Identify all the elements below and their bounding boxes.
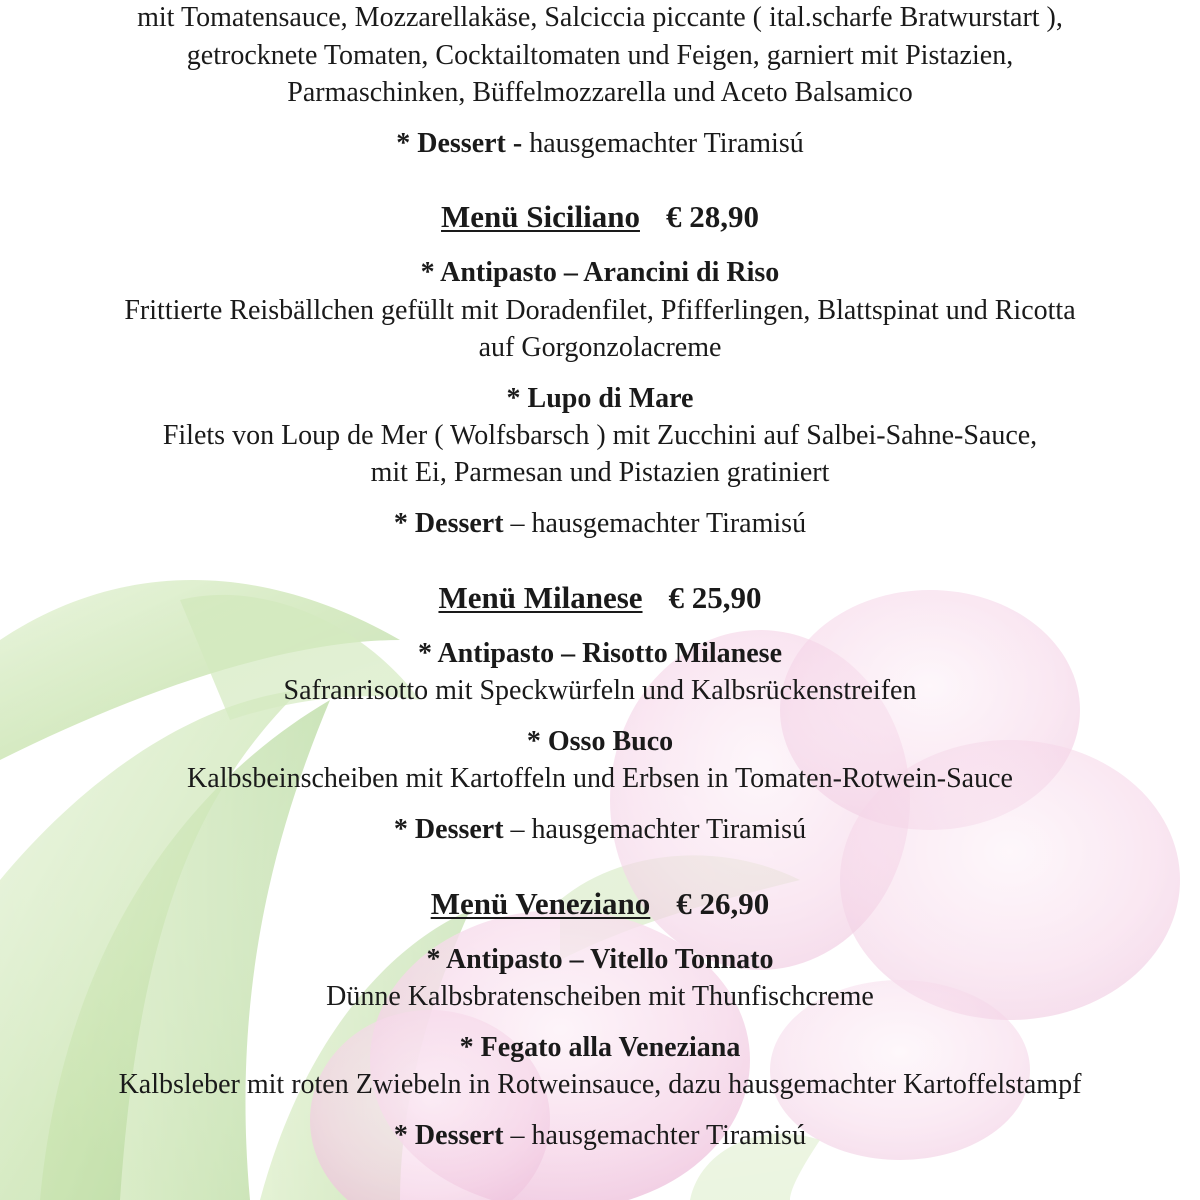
- intro-description-line-1: mit Tomatensauce, Mozzarellakäse, Salciccia piccante ( ital.scharfe Bratwurstart ),: [137, 2, 1063, 33]
- menu-veneziano-antipasto-title: * Antipasto – Vitello Tonnato: [426, 944, 774, 975]
- menu-siciliano-antipasto-desc-1: Frittierte Reisbällchen gefüllt mit Doradenfilet, Pfifferlingen, Blattspinat und Ricotta: [124, 295, 1076, 326]
- intro-description-line-2: getrocknete Tomaten, Cocktailtomaten und Feigen, garniert mit Pistazien,: [186, 40, 1014, 71]
- menu-siciliano-antipasto-desc-2: auf Gorgonzolacreme: [478, 332, 722, 363]
- menu-siciliano-name: Menü Siciliano: [441, 199, 640, 234]
- menu-milanese-dessert: [0, 812, 1200, 848]
- menu-veneziano-antipasto-desc-1: Dünne Kalbsbratenscheiben mit Thunfischcreme: [326, 981, 874, 1012]
- intro-description-line-3: Parmaschinken, Büffelmozzarella und Aceto Balsamico: [287, 77, 913, 108]
- menu-siciliano-antipasto-title: * Antipasto – Arancini di Riso: [420, 257, 780, 288]
- menu-siciliano-main-desc-1: Filets von Loup de Mer ( Wolfsbarsch ) mit Zucchini auf Salbei-Sahne-Sauce,: [162, 420, 1038, 451]
- menu-siciliano-price: € 28,90: [665, 199, 759, 234]
- menu-veneziano-dessert-text: – hausgemachter Tiramisú: [510, 1120, 807, 1151]
- menu-veneziano-dessert-label: * Dessert: [393, 1120, 504, 1151]
- menu-veneziano-main-title: * Fegato alla Veneziana: [459, 1032, 741, 1063]
- menu-veneziano-main-desc-1: Kalbsleber mit roten Zwiebeln in Rotweinsauce, dazu hausgemachter Kartoffelstampf: [118, 1069, 1082, 1100]
- menu-milanese-price: € 25,90: [668, 580, 762, 615]
- intro-dessert-label: * Dessert -: [396, 128, 523, 159]
- menu-siciliano-main-title: * Lupo di Mare: [506, 383, 694, 414]
- intro-dessert-text: hausgemachter Tiramisú: [529, 128, 804, 159]
- menu-siciliano-dessert: [0, 506, 1200, 542]
- menu-milanese-name: Menü Milanese: [438, 580, 643, 615]
- menu-siciliano-heading: [0, 199, 1200, 235]
- menu-milanese-heading: [0, 580, 1200, 616]
- menu-milanese-main-desc-1: Kalbsbeinscheiben mit Kartoffeln und Erbsen in Tomaten-Rotwein-Sauce: [187, 763, 1013, 794]
- menu-milanese-dessert-label: * Dessert: [393, 814, 504, 845]
- menu-veneziano-name: Menü Veneziano: [430, 886, 651, 921]
- menu-milanese-main-title: * Osso Buco: [526, 726, 674, 757]
- menu-siciliano-dessert-label: * Dessert: [393, 508, 504, 539]
- menu-veneziano-heading: [0, 886, 1200, 922]
- menu-milanese-antipasto-title: * Antipasto – Risotto Milanese: [418, 638, 782, 669]
- menu-siciliano-main-desc-2: mit Ei, Parmesan und Pistazien gratiniert: [370, 457, 830, 488]
- menu-milanese-antipasto-desc-1: Safranrisotto mit Speckwürfeln und Kalbsrückenstreifen: [283, 675, 917, 706]
- menu-veneziano-dessert: [0, 1118, 1200, 1154]
- intro-dessert: [0, 126, 1200, 162]
- menu-veneziano-price: € 26,90: [676, 886, 770, 921]
- menu-milanese-dessert-text: – hausgemachter Tiramisú: [510, 814, 807, 845]
- menu-siciliano-dessert-text: – hausgemachter Tiramisú: [510, 508, 807, 539]
